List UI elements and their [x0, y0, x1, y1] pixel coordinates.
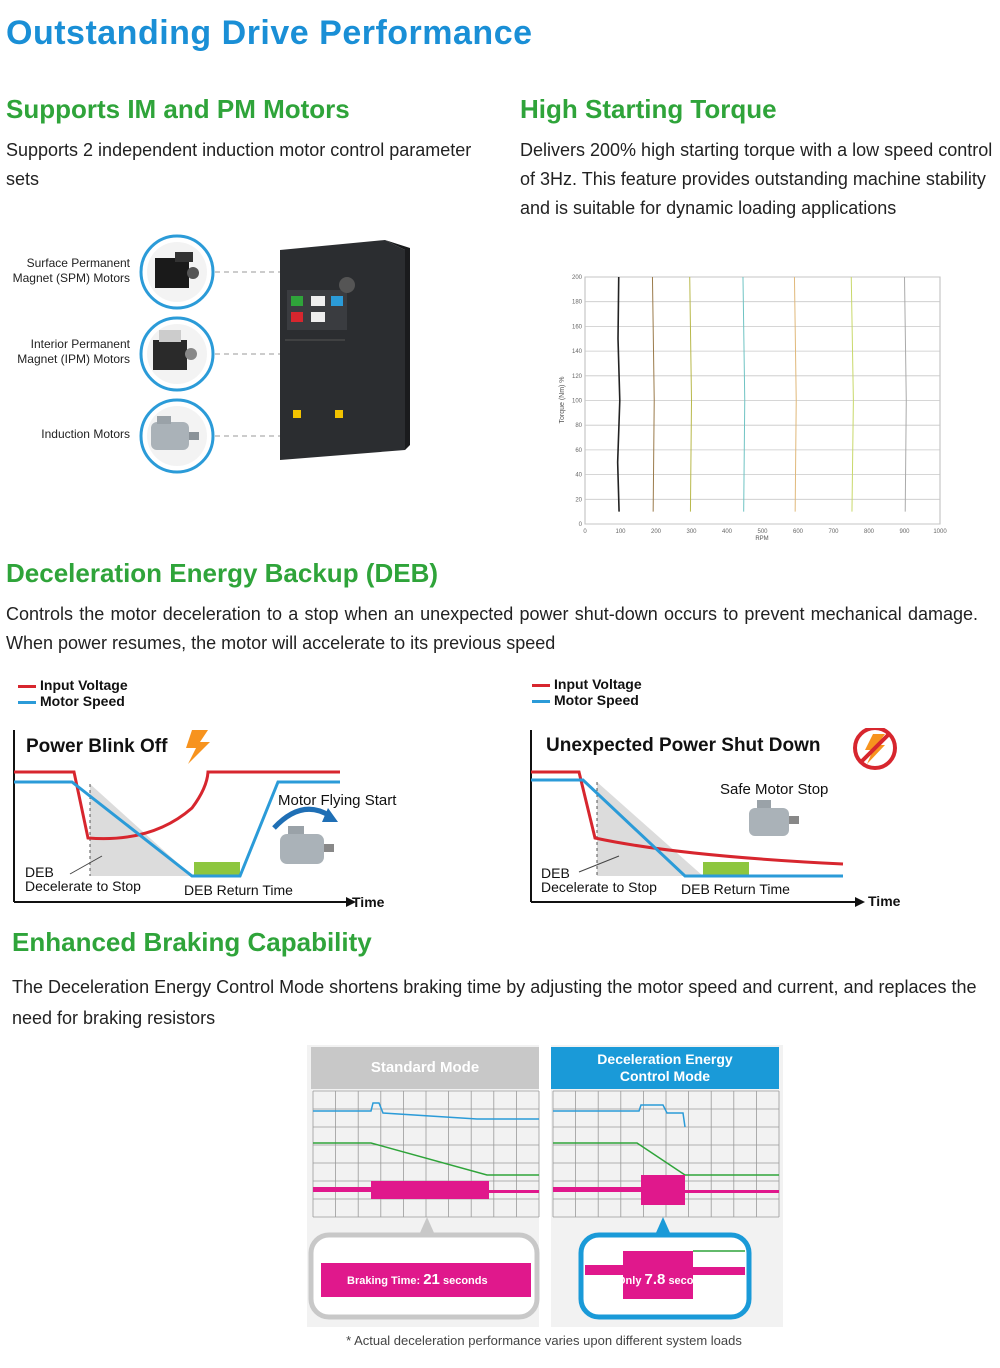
no-power-icon: [855, 728, 895, 768]
power-shut-down-title: Unexpected Power Shut Down: [546, 735, 821, 756]
motor-speed-swatch: [532, 700, 550, 703]
decelerate-label-2: Decelerate to Stop: [541, 879, 657, 895]
standard-mode-title: Standard Mode: [370, 1059, 480, 1076]
ipm-motor-label: Interior Permanent Magnet (IPM) Motors: [17, 337, 130, 366]
time-label-2: Time: [868, 893, 901, 909]
torque-ytick-label: 0: [578, 522, 582, 528]
torque-ytick-label: 120: [571, 373, 582, 380]
torque-xtick-label: 400: [721, 529, 733, 535]
deb-description: Controls the motor deceleration to a stop when an unexpected power shut-down occurs to prevent mechanical damage. When power resumes, the motor will accelerate to its previous speed: [6, 604, 978, 653]
safe-stop-label: Safe Motor Stop: [720, 781, 829, 798]
torque-section-title: High Starting Torque: [520, 94, 777, 124]
dec-braking-label: Only 7.8 seconds!: [617, 1271, 717, 1288]
motor-speed-swatch: [18, 701, 36, 704]
braking-footnote: * Actual deceleration performance varies upon different system loads: [346, 1333, 742, 1348]
page-title: Outstanding Drive Performance: [6, 14, 533, 52]
deb-label-2: DEB: [541, 865, 570, 881]
deb-section-title: Deceleration Energy Backup (DEB): [6, 558, 439, 588]
input-voltage-swatch: [18, 685, 36, 688]
braking-section-title: Enhanced Braking Capability: [12, 927, 372, 957]
torque-xtick-label: 900: [899, 529, 910, 535]
torque-xtick-label: 600: [792, 529, 804, 535]
deb-return-time-label-1: DEB Return Time: [184, 882, 293, 898]
deb-decel-area: [597, 782, 703, 876]
deb-legend-2: Input Voltage Motor Speed: [532, 676, 642, 708]
deb-return-time-label-2: DEB Return Time: [681, 881, 790, 897]
torque-ytick-label: 140: [571, 349, 582, 356]
torque-ytick-label: 180: [571, 299, 582, 306]
torque-chart-yticks: [572, 275, 583, 528]
flying-start-label: Motor Flying Start: [278, 792, 397, 809]
torque-xtick-label: 800: [863, 529, 875, 535]
torque-xtick-label: 500: [757, 529, 768, 535]
torque-xtick-label: 1000: [933, 529, 947, 535]
drive-device-icon: [280, 240, 410, 460]
torque-xtick-label: 300: [686, 529, 697, 535]
decelerate-label-1: Decelerate to Stop: [25, 878, 141, 894]
torque-chart-xticks: [583, 529, 947, 535]
torque-chart: [556, 268, 950, 544]
deb-legend-1: Input Voltage Motor Speed: [18, 677, 128, 709]
time-arrow-icon: [855, 897, 865, 907]
torque-xtick-label: 700: [828, 529, 839, 535]
time-label-1: Time: [352, 894, 385, 910]
torque-xtick-label: 200: [650, 529, 662, 535]
ipm-motor-icon: [141, 318, 213, 390]
torque-description: Delivers 200% high starting torque with a low speed control of 3Hz. This feature provides outstanding machine stability and is suitable for dynamic loading applications: [520, 140, 993, 218]
input-voltage-swatch: [532, 684, 550, 687]
torque-xtick-label: 100: [615, 529, 626, 535]
deb-return-bar: [194, 862, 240, 876]
torque-ytick-label: 60: [575, 447, 582, 454]
torque-xtick-label: 0: [583, 529, 587, 535]
standard-braking-label: Braking Time: 21 seconds: [347, 1271, 488, 1288]
torque-ytick-label: 40: [575, 472, 582, 479]
braking-description: The Deceleration Energy Control Mode shortens braking time by adjusting the motor speed and current, and replaces the need for braking resistors: [12, 977, 977, 1028]
torque-ytick-label: 80: [575, 423, 582, 430]
power-blink-off-title: Power Blink Off: [26, 736, 168, 757]
dec-current-burst: [641, 1175, 685, 1205]
torque-ytick-label: 200: [571, 275, 582, 281]
spm-motor-icon: [141, 236, 213, 308]
motors-illustration: [135, 230, 415, 480]
safe-stop-motor-icon: [749, 800, 799, 836]
motors-section-title: Supports IM and PM Motors: [6, 94, 350, 124]
motors-description: Supports 2 independent induction motor control parameter sets: [6, 140, 472, 189]
deb-label-1: DEB: [25, 864, 54, 880]
induction-motor-label: Induction Motors: [41, 427, 130, 441]
torque-ytick-label: 20: [575, 497, 582, 504]
torque-ytick-label: 100: [571, 398, 582, 405]
standard-current-burst: [371, 1181, 489, 1199]
torque-ytick-label: 160: [571, 324, 582, 331]
induction-motor-icon: [141, 400, 213, 472]
torque-chart-xlabel: RPM: [755, 536, 769, 542]
deb-return-bar: [703, 862, 749, 876]
spm-motor-label: Surface Permanent Magnet (SPM) Motors: [12, 256, 130, 285]
flying-start-motor-icon: [274, 808, 338, 864]
lightning-icon: [186, 730, 210, 764]
torque-chart-ylabel: Torque (Nm) %: [559, 376, 566, 424]
dec-mode-title: Deceleration Energy Control Mode: [597, 1051, 733, 1084]
